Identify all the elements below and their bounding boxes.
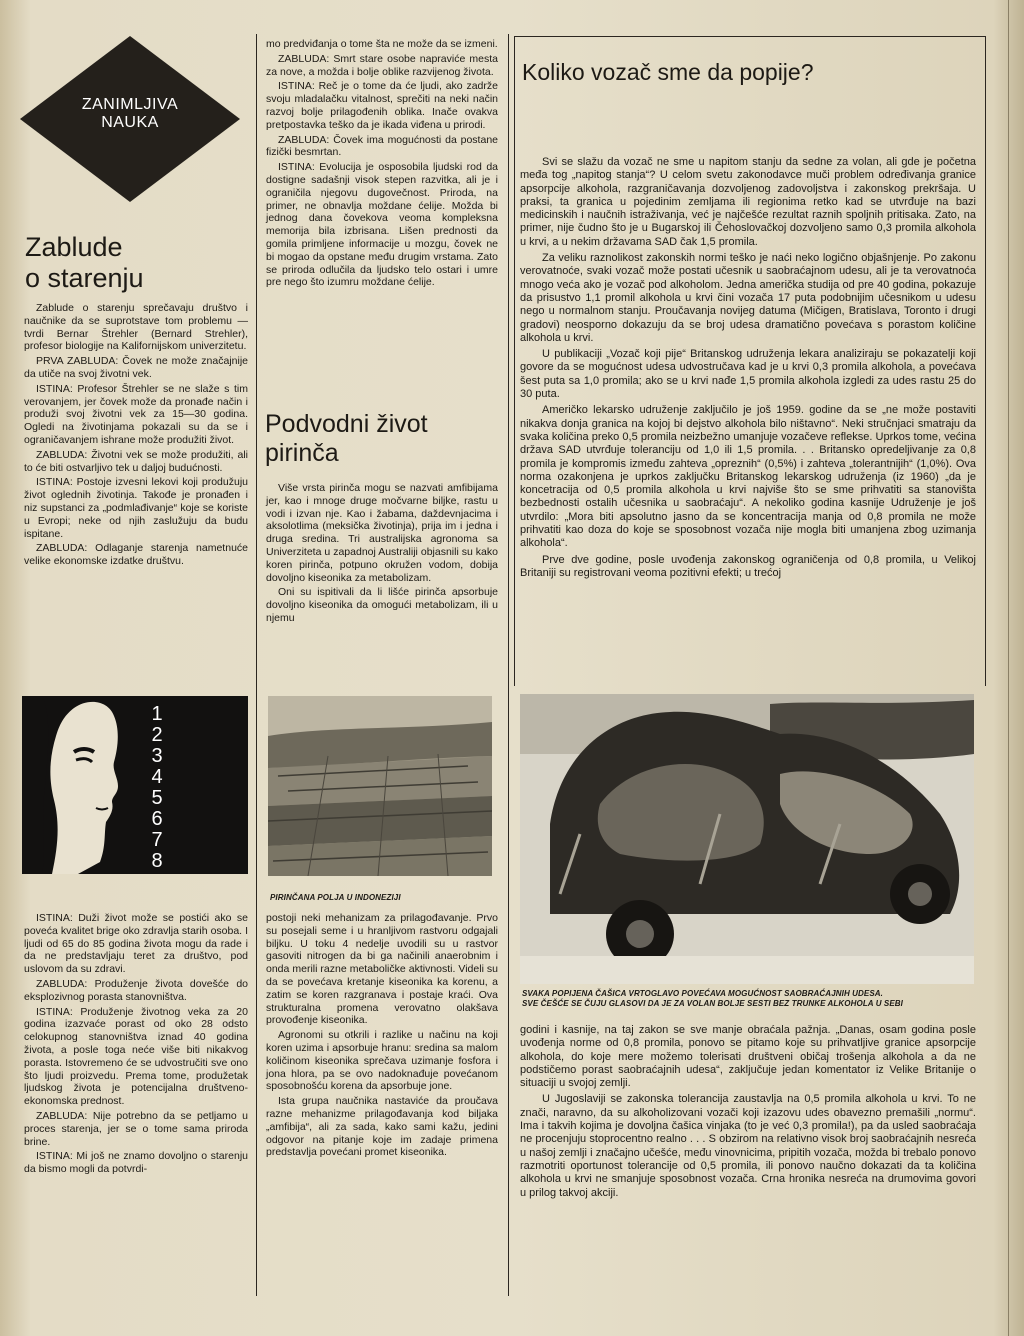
article2-body xyxy=(266,482,498,627)
number-5: 5 xyxy=(151,787,163,809)
article2-paragraph: Agronomi su otkrili i razlike u načinu na koji koren uzima i apsorbuje hranu: sredina sa malom količinom kiseonika sprečava uzimanje fosfora i jona hlora, pa se ovo nadoknađuje povećanom sposobnošću korena da apsorbuje jone. xyxy=(266,1029,498,1093)
number-8: 8 xyxy=(151,850,163,872)
article2-paragraph: postoji neki mehanizam za prilagođavanje. Prvo su posejali seme i u hranljivom rastvoru odgajali biljku. U toku 4 nedelje uvodili su u rastvor gasoviti nitrogen da bi ga načinili anaerobnim i onda merili razne metaboličke aktivnosti. Videli su da se povećava kretanje kiseonika ka korenu, a zatim se koren razgranava i postaje kraći. Ova strukturalna promena verovatno olakšava provođenje kiseonika. xyxy=(266,912,498,1027)
article1-paragraph: ZABLUDA: Nije potrebno da se petljamo u proces starenja, jer se o tome sama priroda brine. xyxy=(24,1109,248,1148)
number-1: 1 xyxy=(151,703,163,725)
article1-paragraph: ISTINA: Evolucija je osposobila ljudski rod da dostigne sadašnji visok stepen razvitka, ali je i ograničila njegovu dugovečnost. Priroda, na primer, ne obnavlja moždane ćelije. Možda bi jednog dana čovekova veoma kompleksna memorija bila izbrisana. Lišen prednosti da gomila primljene informacije u mozgu, čovek ne bi mogao da opstane među drugim vrstama. Zato se priroda odlučila da ljudsko telo ostari i umre pre nego što izumru moždane ćelije. xyxy=(266,161,498,289)
rice-field-photo xyxy=(268,696,492,876)
article1-paragraph: ZABLUDA: Životni vek se može produžiti, ali to će biti ostvarljivo tek u daljoj budućnosti. xyxy=(24,448,248,474)
car-crash-caption-line-2: SVE ČEŠĆE SE ČUJU GLASOVI DA JE ZA VOLAN BOLJE SESTI BEZ TRUNKE ALKOHOLA U SEBI xyxy=(522,999,903,1008)
article3-paragraph: Za veliku raznolikost zakonskih normi teško je naći neko logično objašnjenje. Po zakonu verovatnoće, svaki vozač može postati učesnik u saobraćajnom udesu, ali je ta verovatnoća mnogo veća ako je vozač pod alkoholom. Jedna američka studija od pre 40 godina, pokazuje da prisustvo 1,1 promil alkohola u krvi čini vozača 17 puta podobnijim učesnikom u udesu nego u normalnom stanju. Proučavanja novijeg datuma (Mičigen, Bratislava, Toronto i drugi gradovi) neosporno dokazuju da se broj udesa dramatično povećava s porastom količine alkohola u krvi. xyxy=(520,252,976,344)
article3-paragraph: U Jugoslaviji se zakonska tolerancija zaustavlja na 0,5 promila alkohola u krvi. To ne znači, naravno, da su alkoholizovani vozači koji izazovu udes obavezno premašili „normu“. Ima i takvih kojima je dovoljna čašica vinjaka (to je već 0,3 promila!), pa da usled saobraćaja ne procenjuju stoprocentno realno . . . S obzirom na relativno visok broj saobraćajnih nesreća u našoj zemlji i značajno učešće, među vinovnicima, pripitih vozača, možda bi trebalo ponovo razmotriti oportunost tolerancije od 0,5 promila, ili ponovo naučno dokazati da ta količina alkohola u krvi ne smanjuje sposobnost vozača. Crna hronika nesreća na drumovima govori u prilog takvoj akciji. xyxy=(520,1093,976,1199)
article1-title-line-1: Zablude xyxy=(25,232,123,262)
article1-lower xyxy=(24,912,248,1178)
article2-paragraph: Ista grupa naučnika nastaviće da proučava razne mehanizme prilagođavanja kod biljaka „amfibija“, ali za sada, kako sami kažu, jedini odgovor na pitanje koje im zadaje primena predstavlja povećani promet kiseonika. xyxy=(266,1095,498,1159)
article1-paragraph: ZABLUDA: Produženje života dovešće do eksplozivnog porasta stanovništva. xyxy=(24,977,248,1003)
article1-title-line-2: o starenju xyxy=(25,263,144,293)
article2-lower xyxy=(266,912,498,1161)
article1-paragraph: ISTINA: Profesor Štrehler se ne slaže s tim verovanjem, jer čovek može da pronađe način i produži svoj životni vek za 15—30 godina. Ogledi na životinjama pokazali su da se i ograničavanjem ishrane može produžiti život. xyxy=(24,382,248,446)
article1-paragraph: PRVA ZABLUDA: Čovek ne može značajnije da utiče na svoj životni vek. xyxy=(24,355,248,380)
article3-paragraph: godini i kasnije, na taj zakon se sve manje obraćala pažnja. „Danas, osam godina posle uvođenja norme od 0,8 promila, ponovo se pitamo koje su prihvatljive granice apsorpcije alkohola, do koje mere možemo tolerisati društveni običaj trošenja alkohola a da ne podstičemo porast saobraćajnih udesa“, zaključuje jedan komentator iz Velike Britanije o situaciji u svojoj zemlji. xyxy=(520,1024,976,1090)
article1-paragraph: mo predviđanja o tome šta ne može da se izmeni. xyxy=(266,38,498,50)
article1-paragraph: ZABLUDA: Odlaganje starenja nametnuće velike ekonomske izdatke društvu. xyxy=(24,542,248,568)
article3-paragraph: Američko lekarsko udruženje zaključilo je još 1959. godine da se „ne može postaviti nikakva donja granica na kojoj bi dejstvo alkohola bilo ništavno“. Neki stručnjaci smatraju da svaka količina preko 0,5 promila neizbežno umanjuje vozačeve reflekse. Uprkos tome, većina država SAD utvrđuje toleranciju od 1,0 ili 1,5 promila. . . Britansko opredeljivanje za 0,8 promila je kompromis između zahteva „opreznih“ (0,5%) i zahteva „tolerantnijih“ (1,0%). Ova norma ozakonjena je uprkos zaključku Britanskog lekarskog udruženja (iz 1960) „da je koncetracija od 0,5 promila alkohola u krvi najviše što se sme prihvatiti sa stanovišta bezbednosti ostalih učesnika u saobraćaju“. A nekoliko godina kasnije Udruženje je još utvrdilo: „Mora biti apsolutno jasno da se koncentracija manja od 0,8 promila ne može prihvatiti kao doza do koje se sposobnost vozača nije mogla biti umanjena zbog uzimanja alkohola“. xyxy=(520,404,976,550)
car-crash-caption xyxy=(522,989,978,1009)
article1-continued xyxy=(266,38,498,291)
article1-paragraph: Zablude o starenju sprečavaju društvo i naučnike da se suprotstave tom problemu — tvrdi Bernar Štrehler (Bernard Strehler), profesor biologije na Kalifornijskom univerzitetu. xyxy=(24,302,248,353)
article2-title xyxy=(265,410,500,468)
face-silhouette-icon xyxy=(22,696,248,874)
section-tag-label xyxy=(20,96,240,132)
article3-paragraph: Svi se slažu da vozač ne sme u napitom stanju da sedne za volan, ali gde je početna međa tog „napitog stanja“? U celom svetu zakonodavce muči problem određivanja granice apsorpcije alkohola, razgraničavanja dozvoljenog zadovoljstva i zakonskog prekršaja. U praksi, ta granica u pojedinim zemljama ili regionima retko kad se utvrđuje na bazi medicinskih i naučnih istraživanja, već je najčešće rezultat raznih spoljnih pritisaka. Zato, na primer, nije čudno što je u Bugarskoj ili Čehoslovačkoj dozvoljeno samo 0,3 promila alkohola u krvi, a u nekim državama SAD čak 1,5 promila. xyxy=(520,156,976,248)
article3-paragraph: U publikaciji „Vozač koji pije“ Britanskog udruženja lekara analiziraju se pokazatelji koji govore da se mogućnost udesa udvostručava kad je u krvi 0,3 promila alkohola, a povećava šest puta sa 1,0 promila; ako se u krvi nađe 1,5 promila alkohola izgledi za udes rastu 25 do 30 puta. xyxy=(520,348,976,401)
article3-lower xyxy=(520,1024,976,1203)
article1-paragraph: ZABLUDA: Čovek ima mogućnosti da postane fizički besmrtan. xyxy=(266,133,498,159)
section-tag-line-1: ZANIMLJIVA xyxy=(81,96,179,113)
column-rule-2 xyxy=(508,34,509,1296)
number-6: 6 xyxy=(151,808,163,830)
article1-paragraph: ISTINA: Reč je o tome da će ljudi, ako zadrže svoju mladalačku vitalnost, sprečiti na neki način razvoj bolje prilagođenih oblika. Inače ovakva pretpostavka teško da je ikada viđena u prirodi. xyxy=(266,80,498,131)
article1-paragraph: ISTINA: Postoje izvesni lekovi koji produžuju život oglednih životinja. Takođe je pronađen i niz supstanci za „podmlađivanje“ koje se koriste u Evropi; neke od njih zaslužuju da budu ispitane. xyxy=(24,476,248,540)
car-crash-photo xyxy=(520,694,974,984)
car-crash-caption-line-1: SVAKA POPIJENA ČAŠICA VRTOGLAVO POVEĆAVA MOGUĆNOST SAOBRAĆAJNIH UDESA. xyxy=(522,989,883,998)
box-border-right xyxy=(985,36,986,686)
article1-intro xyxy=(24,302,248,570)
number-4: 4 xyxy=(151,766,163,788)
article3-body xyxy=(520,156,976,583)
rice-field-caption: PIRINČANA POLJA U INDONEZIJI xyxy=(270,893,401,902)
section-tag xyxy=(20,36,240,202)
number-2: 2 xyxy=(151,724,163,746)
right-edge-rule xyxy=(1008,0,1009,1336)
article1-paragraph: ISTINA: Produženje životnog veka za 20 godina izazvaće porast od oko 28 odsto celokupnog stanovništva iznad 40 godina života, a posle toga neće više biti nikakvog porasta. Istovremeno će se udvostručiti sve ono što ljudi proizvedu. Prema tome, produžetak ljudskog života je potencijalna društveno-ekonomska prednost. xyxy=(24,1005,248,1108)
article1-paragraph: ZABLUDA: Smrt stare osobe napraviće mesta za nove, a možda i bolje oblike razvijenog života. xyxy=(266,52,498,78)
aging-illustration xyxy=(22,696,248,874)
article3-title: Koliko vozač sme da popije? xyxy=(522,59,814,85)
number-3: 3 xyxy=(151,745,163,767)
article2-title-line-2: pirinča xyxy=(265,439,339,467)
article1-paragraph: ISTINA: Duži život može se postići ako se poveća kvalitet brige oko zdravlja starih osoba. I ljudi od 65 do 85 godina života mogu da rade i da ne predstavljaju teret za društvo, pod uslovom da su zdravi. xyxy=(24,912,248,976)
article1-title xyxy=(25,232,245,294)
article1-paragraph: ISTINA: Mi još ne znamo dovoljno o starenju da bismo mogli da potvrdi- xyxy=(24,1150,248,1176)
column-rule-1 xyxy=(256,34,257,1296)
article3-paragraph: Prve dve godine, posle uvođenja zakonskog ograničenja od 0,8 promila, u Velikoj Britaniji su registrovani veoma pozitivni efekti; u trećoj xyxy=(520,553,976,579)
article2-title-line-1: Podvodni život xyxy=(265,410,428,438)
box-border-top xyxy=(514,36,986,37)
section-tag-line-2: NAUKA xyxy=(101,114,159,131)
article2-paragraph: Više vrsta pirinča mogu se nazvati amfibijama jer, kao i mnoge druge močvarne biljke, rastu u vodi i izvan nje. Kao i žabama, daždevnjacima i aksolotlima (meksička životinja), prija im i jedna i druga sredina. Tri australijska agronoma sa Univerziteta u zapadnoj Australiji objasnili su kako koren pirinča, potpuno okružen vodom, dobija dovoljno kiseonika za metabolizam. xyxy=(266,482,498,584)
number-7: 7 xyxy=(151,829,163,851)
wrecked-car-image-icon xyxy=(520,694,974,984)
box-border-left xyxy=(514,36,515,686)
rice-field-image-icon xyxy=(268,696,492,876)
age-numbers xyxy=(147,704,167,872)
article2-paragraph: Oni su ispitivali da li lišće pirinča apsorbuje dovoljno kiseonika da omogući metabolizam, ili u njemu xyxy=(266,586,498,624)
